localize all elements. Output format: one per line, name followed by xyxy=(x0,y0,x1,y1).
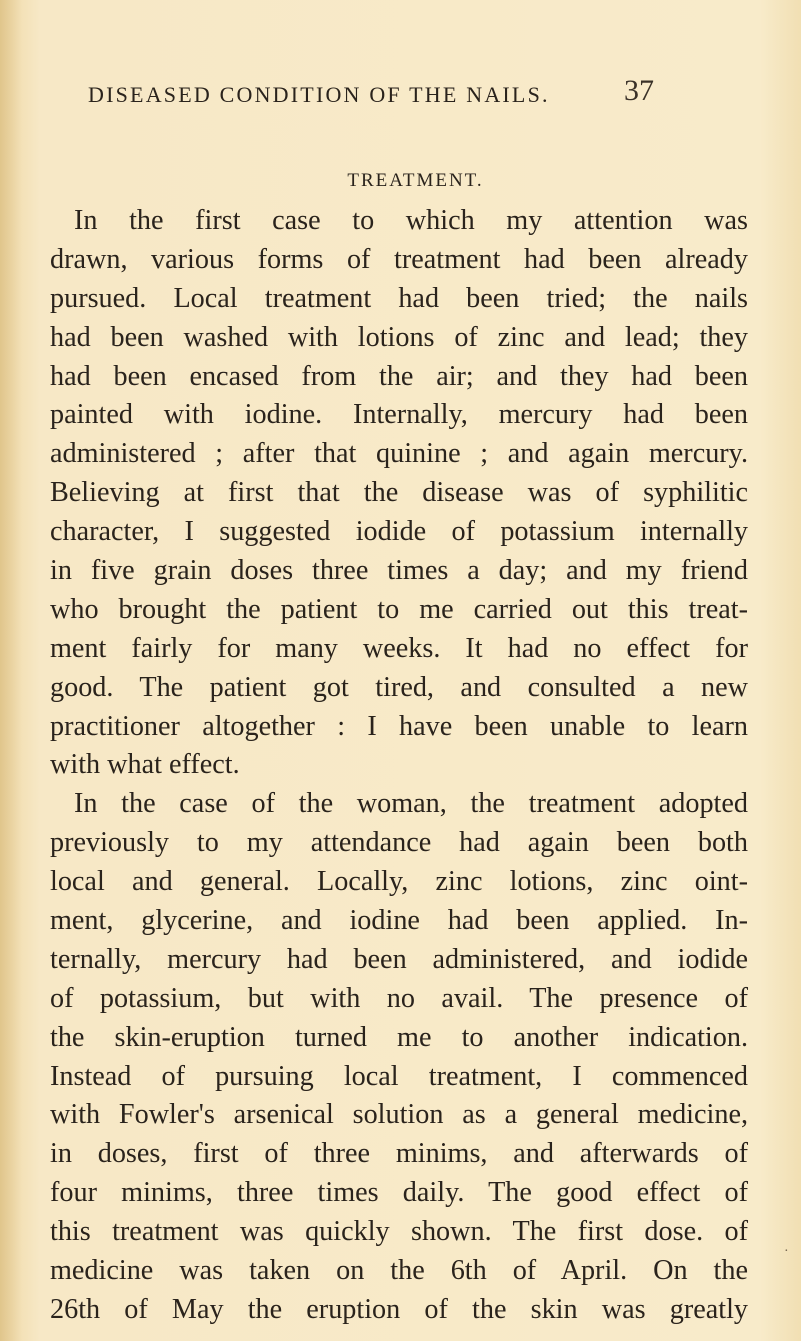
text-line: painted with iodine. Internally, mercury had been xyxy=(50,399,748,431)
body-text xyxy=(50,202,748,1330)
text-line: character, I suggested iodide of potassium internally xyxy=(50,516,748,548)
text-line: medicine was taken on the 6th of April. On the xyxy=(50,1255,748,1287)
running-head: DISEASED CONDITION OF THE NAILS. xyxy=(88,82,550,107)
page-number: 37 xyxy=(624,74,654,107)
margin-speck: · xyxy=(784,1244,789,1259)
text-line: practitioner altogether : I have been unable to learn xyxy=(50,710,748,742)
text-line: with what effect. xyxy=(50,749,240,781)
text-line: had been washed with lotions of zinc and lead; they xyxy=(50,321,748,353)
text-line: previously to my attendance had again been both xyxy=(50,827,748,859)
text-line: of potassium, but with no avail. The presence of xyxy=(50,982,748,1014)
text-line: In the case of the woman, the treatment adopted xyxy=(74,788,748,820)
text-line: Instead of pursuing local treatment, I commenced xyxy=(50,1060,748,1092)
text-line: ment fairly for many weeks. It had no effect for xyxy=(50,632,748,664)
text-line: ternally, mercury had been administered, and iodide xyxy=(50,943,748,975)
section-heading: TREATMENT. xyxy=(347,170,484,191)
text-line: drawn, various forms of treatment had been already xyxy=(50,243,748,275)
text-line: Believing at first that the disease was of syphilitic xyxy=(50,477,748,509)
text-line: with Fowler's arsenical solution as a general medicine, xyxy=(50,1099,748,1131)
text-line: In the first case to which my attention was xyxy=(74,205,748,236)
text-line: ment, glycerine, and iodine had been applied. In- xyxy=(50,905,748,937)
text-line: this treatment was quickly shown. The first dose. of xyxy=(50,1216,748,1248)
text-line: good. The patient got tired, and consulted a new xyxy=(50,671,748,703)
text-line: in five grain doses three times a day; and my friend xyxy=(50,555,748,587)
text-line: four minims, three times daily. The good effect of xyxy=(50,1177,748,1209)
page-edge-shading xyxy=(0,0,22,1341)
text-line: who brought the patient to me carried out this treat- xyxy=(50,593,748,625)
text-line: in doses, first of three minims, and afterwards of xyxy=(50,1138,748,1170)
text-line: pursued. Local treatment had been tried; the nails xyxy=(50,282,748,314)
text-line: had been encased from the air; and they had been xyxy=(50,360,748,392)
text-line: local and general. Locally, zinc lotions, zinc oint- xyxy=(50,866,748,898)
text-line: 26th of May the eruption of the skin was greatly xyxy=(50,1293,748,1325)
text-line: administered ; after that quinine ; and again mercury. xyxy=(50,438,748,470)
text-line: the skin-eruption turned me to another indication. xyxy=(50,1021,748,1053)
